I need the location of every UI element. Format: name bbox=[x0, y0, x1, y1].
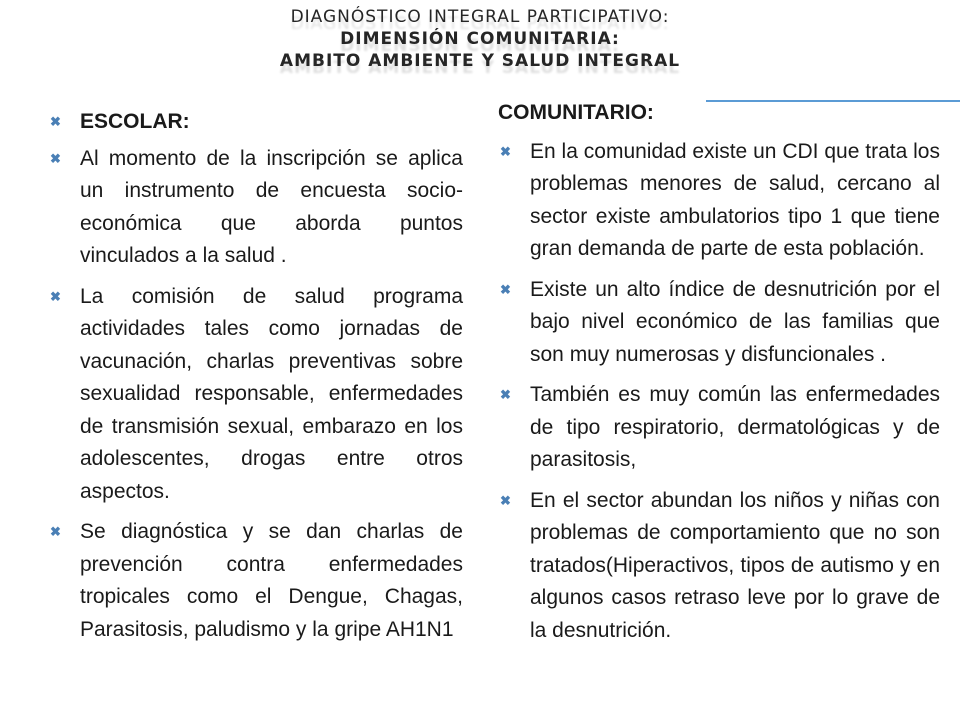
list-item bbox=[498, 485, 940, 648]
escolar-heading-item bbox=[48, 106, 463, 139]
escolar-heading: ESCOLAR: bbox=[80, 110, 190, 133]
bullet-x-icon: ✖ bbox=[500, 492, 511, 508]
bullet-x-icon: ✖ bbox=[50, 524, 61, 539]
bullet-x-icon: ✖ bbox=[50, 114, 61, 129]
list-item-text: En la comunidad existe un CDI que trata los problemas menores de salud, cercano al sector existe ambulatorios tipo 1 que tiene gran demanda de parte de esta población. bbox=[530, 139, 940, 260]
slide-title bbox=[0, 6, 960, 72]
list-item bbox=[48, 281, 463, 509]
list-item bbox=[498, 136, 940, 266]
list-item-text: Existe un alto índice de desnutrición por el bajo nivel económico de las familias que son muy numerosas y disfuncionales . bbox=[530, 277, 940, 366]
title-line-2: DIMENSIÓN COMUNITARIA: bbox=[340, 29, 620, 49]
list-item-text: También es muy común las enfermedades de tipo respiratorio, dermatológicas y de parasitosis, bbox=[530, 383, 940, 471]
bullet-x-icon: ✖ bbox=[500, 387, 511, 402]
bullet-x-icon: ✖ bbox=[50, 150, 61, 166]
bullet-x-icon: ✖ bbox=[500, 281, 511, 297]
list-item bbox=[498, 274, 940, 372]
comunitario-heading: COMUNITARIO: bbox=[498, 101, 654, 124]
comunitario-column bbox=[498, 97, 940, 655]
bullet-x-icon: ✖ bbox=[500, 143, 511, 159]
escolar-column bbox=[48, 106, 463, 654]
list-item-text: La comisión de salud programa actividades tales como jornadas de vacunación, charlas preventivas sobre sexualidad responsable, enfermedades de transmisión sexual, embarazo en los adolescentes, drogas entre otros aspectos. bbox=[80, 284, 463, 503]
list-item-text: Se diagnóstica y se dan charlas de prevención contra enfermedades tropicales como el Dengue, Chagas, Parasitosis, paludismo y la gripe AH1N1 bbox=[80, 520, 463, 641]
list-item-text: En el sector abundan los niños y niñas con problemas de comportamiento que no son tratados(Hiperactivos, tipos de autismo y en algunos casos retraso leve por lo grave de la desnutrición. bbox=[530, 488, 940, 642]
title-line-1: DIAGNÓSTICO INTEGRAL PARTICIPATIVO: bbox=[290, 7, 670, 27]
list-item bbox=[48, 516, 463, 646]
title-line-3: AMBITO AMBIENTE Y SALUD INTEGRAL bbox=[279, 51, 681, 71]
list-item bbox=[48, 143, 463, 273]
list-item-text: Al momento de la inscripción se aplica un instrumento de encuesta socio-económica que aborda puntos vinculados a la salud . bbox=[80, 146, 463, 267]
bullet-x-icon: ✖ bbox=[50, 288, 61, 304]
list-item bbox=[498, 379, 940, 477]
